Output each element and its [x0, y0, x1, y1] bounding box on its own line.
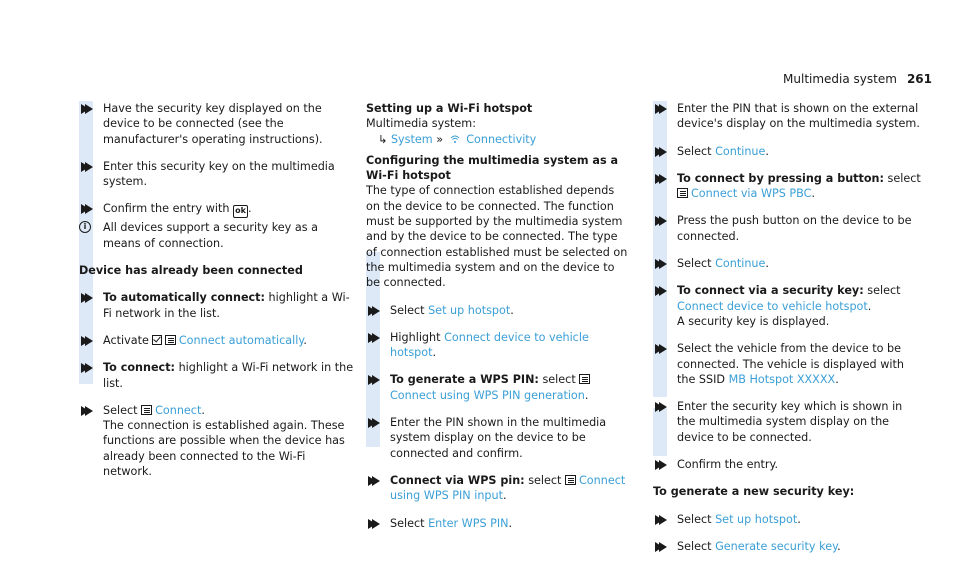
list-item: Select Continue.	[653, 256, 921, 271]
list-item: Connect via WPS pin: select Connect using WPS PIN input.	[366, 473, 631, 504]
step-arrow-icon	[81, 293, 89, 303]
list-item: Select Set up hotspot.	[366, 303, 631, 318]
step-arrow-icon	[655, 259, 663, 269]
step-arrow-icon	[655, 174, 663, 184]
step-arrow-icon	[81, 204, 89, 214]
step-arrow-icon	[655, 104, 663, 114]
info-note: i All devices support a security key as a means of connection.	[79, 220, 354, 251]
menu-path: ↳ System » Connectivity	[378, 132, 537, 146]
list-item: Select Continue.	[653, 144, 921, 159]
section-heading: Configuring the multimedia system as a Wi-Fi hotspot	[366, 153, 619, 183]
section-heading: Device has already been connected	[79, 264, 303, 278]
list-item: Select Generate security key.	[653, 539, 921, 554]
wifi-icon	[450, 134, 460, 144]
page-number: 261	[906, 72, 932, 86]
step-arrow-icon	[368, 476, 376, 486]
menu-list-icon	[579, 374, 590, 384]
ok-icon: ok	[233, 205, 248, 218]
list-item: Select Enter WPS PIN.	[366, 516, 631, 531]
list-item: To connect: highlight a Wi-Fi network in the list.	[79, 360, 354, 391]
list-item: Select Set up hotspot.	[653, 512, 921, 527]
list-item: Confirm the entry.	[653, 457, 921, 472]
paragraph: The type of connection established depends on the device to be connected. The function must be supported by the multimedia system and by the device to be connected. The type of connection established must be selected on the multimedia system and on the device to be connected.	[366, 184, 628, 290]
path-arrow-icon: ↳	[378, 132, 388, 146]
menu-list-icon	[565, 475, 576, 485]
step-arrow-icon	[368, 519, 376, 529]
section-title: Multimedia system	[783, 72, 897, 86]
list-item: Enter the PIN that is shown on the external device's display on the multimedia system.	[653, 101, 921, 132]
step-arrow-icon	[368, 375, 376, 385]
double-chevron-icon: »	[436, 132, 444, 146]
section-heading: Setting up a Wi-Fi hotspot	[366, 102, 533, 115]
step-arrow-icon	[655, 542, 663, 552]
menu-list-icon	[677, 188, 688, 198]
list-item: Highlight Connect device to vehicle hotspot.	[366, 330, 631, 361]
list-item: To connect via a security key: select Connect device to vehicle hotspot. A security key is displayed.	[653, 283, 921, 329]
list-item: Confirm the entry with ok .	[79, 201, 354, 218]
step-arrow-icon	[368, 306, 376, 316]
column-2	[366, 101, 631, 543]
checkbox-icon	[152, 335, 162, 345]
step-arrow-icon	[655, 216, 663, 226]
menu-list-icon	[165, 335, 176, 345]
step-arrow-icon	[81, 104, 89, 114]
step-arrow-icon	[81, 363, 89, 373]
list-item: Activate Connect automatically.	[79, 333, 354, 348]
info-icon: i	[79, 221, 91, 233]
page-header	[783, 72, 932, 86]
list-item: Have the security key displayed on the device to be connected (see the manufacturer's operating instructions).	[79, 101, 354, 147]
list-item: Enter the PIN shown in the multimedia system display on the device to be connected and confirm.	[366, 415, 631, 461]
column-3	[653, 101, 921, 566]
list-item: To automatically connect: highlight a Wi-Fi network in the list.	[79, 290, 354, 321]
list-item: To connect by pressing a button: select Connect via WPS PBC.	[653, 171, 921, 202]
step-arrow-icon	[655, 147, 663, 157]
step-arrow-icon	[655, 344, 663, 354]
list-item: Enter the security key which is shown in the multimedia system display on the device to be connected.	[653, 399, 921, 445]
step-arrow-icon	[655, 460, 663, 470]
list-item: Enter this security key on the multimedia system.	[79, 159, 354, 190]
step-arrow-icon	[655, 515, 663, 525]
column-1	[79, 101, 354, 491]
list-item: To generate a WPS PIN: select Connect using WPS PIN generation.	[366, 372, 631, 403]
step-arrow-icon	[655, 286, 663, 296]
subheading: Multimedia system:	[366, 117, 476, 131]
step-arrow-icon	[81, 336, 89, 346]
section-heading: To generate a new security key:	[653, 485, 855, 499]
step-arrow-icon	[655, 402, 663, 412]
step-arrow-icon	[368, 418, 376, 428]
menu-list-icon	[141, 405, 152, 415]
step-arrow-icon	[81, 162, 89, 172]
list-item: Press the push button on the device to be connected.	[653, 213, 921, 244]
list-item: Select Connect. The connection is established again. These functions are possible when the device has already been connected to the Wi-Fi network.	[79, 403, 354, 479]
step-arrow-icon	[81, 406, 89, 416]
list-item: Select the vehicle from the device to be connected. The vehicle is displayed with the SSID MB Hotspot XXXXX.	[653, 341, 921, 387]
step-arrow-icon	[368, 333, 376, 343]
